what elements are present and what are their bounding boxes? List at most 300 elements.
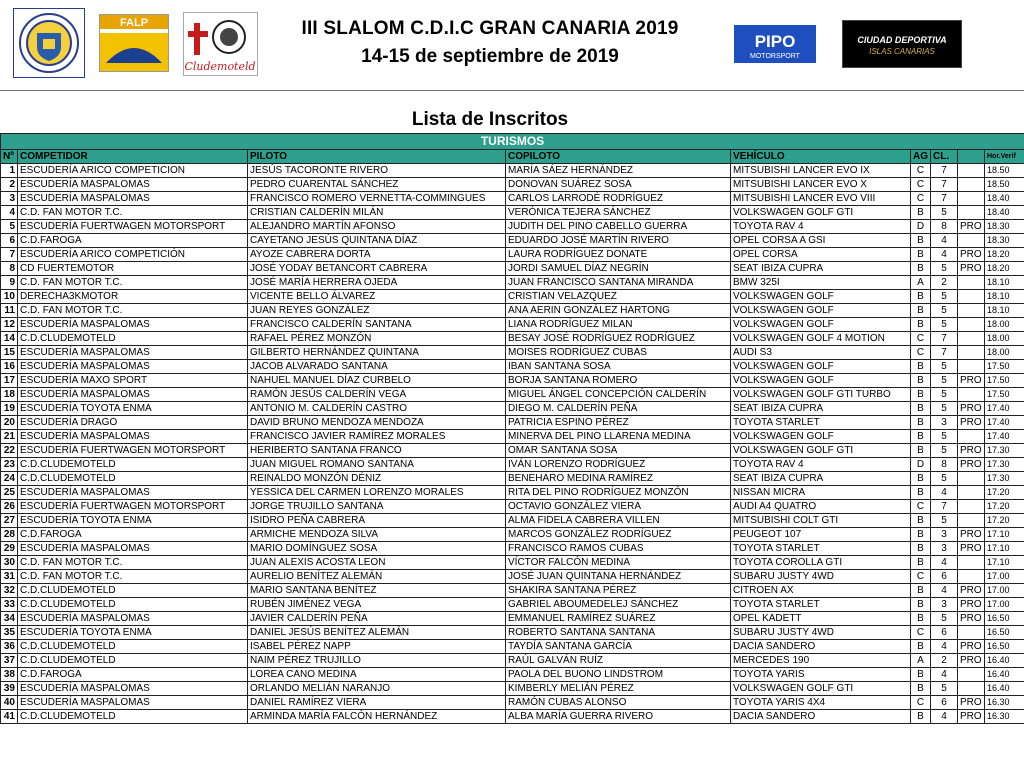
competidor-cell: C.D.CLUDEMOTELD [18,598,248,612]
table-row [1,304,1024,318]
piloto-cell: DAVID BRUNO MENDOZA MENDOZA [248,416,506,430]
copiloto-cell: ANA AERIN GONZÁLEZ HARTONG [506,304,731,318]
cl-cell: 4 [931,584,958,598]
copiloto-cell: RITA DEL PINO RODRÍGUEZ MONZÓN [506,486,731,500]
piloto-cell: AURELIO BENÍTEZ ALEMÁN [248,570,506,584]
ag-cell: C [911,696,931,710]
table-row [1,528,1024,542]
pro-cell [958,570,985,584]
copiloto-cell: LAURA RODRÍGUEZ DONATE [506,248,731,262]
competidor-cell: ESCUDERÍA MASPALOMAS [18,318,248,332]
copiloto-cell: SHAKIRA SANTANA PÉREZ [506,584,731,598]
ag-cell: C [911,626,931,640]
piloto-cell: PEDRO CUARENTAL SÁNCHEZ [248,178,506,192]
ag-cell: D [911,458,931,472]
competidor-cell: C.D.CLUDEMOTELD [18,332,248,346]
vehiculo-cell: DACIA SANDERO [731,640,911,654]
pro-cell [958,178,985,192]
piloto-cell: NAHUEL MANUEL DÍAZ CURBELO [248,374,506,388]
competidor-cell: C.D. FAN MOTOR T.C. [18,304,248,318]
piloto-cell: ISIDRO PEÑA CABRERA [248,514,506,528]
piloto-cell: CRISTIAN CALDERÍN MILÁN [248,206,506,220]
piloto-cell: ARMINDA MARÍA FALCÓN HERNÁNDEZ [248,710,506,724]
table-row [1,570,1024,584]
competidor-cell: C.D.CLUDEMOTELD [18,458,248,472]
row-number: 41 [1,710,18,724]
row-number: 35 [1,626,18,640]
piloto-cell: DANIEL JESÚS BENÍTEZ ALEMÁN [248,626,506,640]
vehiculo-cell: TOYOTA STARLET [731,598,911,612]
hora-verif-cell: 17.00 [985,584,1024,598]
ag-cell: C [911,192,931,206]
row-number: 30 [1,556,18,570]
vehiculo-cell: DACIA SANDERO [731,710,911,724]
copiloto-cell: PAOLA DEL BUONO LINDSTROM [506,668,731,682]
hora-verif-cell: 16.40 [985,668,1024,682]
table-row [1,458,1024,472]
ag-cell: B [911,472,931,486]
pro-cell: PRO [958,598,985,612]
col-header-ag: AG [911,150,931,164]
cl-cell: 4 [931,556,958,570]
competidor-cell: C.D.CLUDEMOTELD [18,710,248,724]
competidor-cell: ESCUDERÍA MASPALOMAS [18,430,248,444]
svg-text:Cludemoteld: Cludemoteld [184,60,256,73]
row-number: 29 [1,542,18,556]
competidor-cell: ESCUDERÍA MASPALOMAS [18,542,248,556]
club-crest-logo [13,8,85,78]
piloto-cell: YESSICA DEL CARMEN LORENZO MORALES [248,486,506,500]
cl-cell: 6 [931,696,958,710]
col-header-cl: CL. [931,150,958,164]
competidor-cell: ESCUDERÍA MASPALOMAS [18,192,248,206]
pro-cell [958,500,985,514]
vehiculo-cell: OPEL CORSA A GSI [731,234,911,248]
ag-cell: B [911,234,931,248]
table-row [1,430,1024,444]
cl-cell: 5 [931,360,958,374]
ag-cell: B [911,304,931,318]
cl-cell: 6 [931,626,958,640]
competidor-cell: C.D. FAN MOTOR T.C. [18,276,248,290]
cl-cell: 5 [931,262,958,276]
col-header-number: Nº [1,150,18,164]
copiloto-cell: BENEHARO MEDINA RAMÍREZ [506,472,731,486]
hora-verif-cell: 16.50 [985,626,1024,640]
ag-cell: C [911,178,931,192]
piloto-cell: ANTONIO M. CALDERÍN CASTRO [248,402,506,416]
row-number: 31 [1,570,18,584]
hora-verif-cell: 17.00 [985,598,1024,612]
hora-verif-cell: 17.40 [985,430,1024,444]
row-number: 33 [1,598,18,612]
piloto-cell: JUAN ALEXIS ACOSTA LEON [248,556,506,570]
ag-cell: B [911,640,931,654]
pro-cell: PRO [958,444,985,458]
vehiculo-cell: SEAT IBIZA CUPRA [731,402,911,416]
row-number: 5 [1,220,18,234]
cl-cell: 2 [931,276,958,290]
table-row [1,234,1024,248]
cl-cell: 5 [931,444,958,458]
table-row [1,472,1024,486]
ag-cell: B [911,612,931,626]
competidor-cell: ESCUDERÍA MASPALOMAS [18,178,248,192]
copiloto-cell: CRISTIAN VELAZQUEZ [506,290,731,304]
ag-cell: A [911,654,931,668]
table-row [1,290,1024,304]
piloto-cell: GILBERTO HERNÁNDEZ QUINTANA [248,346,506,360]
ag-cell: B [911,430,931,444]
cl-cell: 3 [931,598,958,612]
copiloto-cell: JOSÉ JUAN QUINTANA HERNÁNDEZ [506,570,731,584]
ag-cell: B [911,374,931,388]
copiloto-cell: RAÚL GALVÁN RUÍZ [506,654,731,668]
hora-verif-cell: 18.50 [985,178,1024,192]
cl-cell: 8 [931,220,958,234]
row-number: 14 [1,332,18,346]
hora-verif-cell: 17.10 [985,556,1024,570]
competidor-cell: ESCUDERÍA MASPALOMAS [18,612,248,626]
pro-cell: PRO [958,402,985,416]
hora-verif-cell: 16.30 [985,710,1024,724]
cl-cell: 5 [931,374,958,388]
competidor-cell: C.D.CLUDEMOTELD [18,654,248,668]
ag-cell: B [911,388,931,402]
piloto-cell: ORLANDO MELIÁN NARANJO [248,682,506,696]
ag-cell: B [911,598,931,612]
row-number: 27 [1,514,18,528]
ag-cell: B [911,556,931,570]
vehiculo-cell: TOYOTA COROLLA GTI [731,556,911,570]
copiloto-cell: ALMA FIDELA CABRERA VILLEN [506,514,731,528]
cl-cell: 4 [931,640,958,654]
competidor-cell: ESCUDERÍA ARICO COMPETICIÓN [18,248,248,262]
cl-cell: 5 [931,206,958,220]
copiloto-cell: MARÍA SÁEZ HERNÁNDEZ [506,164,731,178]
col-header-competidor: COMPETIDOR [18,150,248,164]
hora-verif-cell: 17.40 [985,416,1024,430]
copiloto-cell: EMMANUEL RAMÍREZ SUÁREZ [506,612,731,626]
row-number: 32 [1,584,18,598]
piloto-cell: FRANCISCO JAVIER RAMÍREZ MORALES [248,430,506,444]
piloto-cell: FRANCISCO CALDERÍN SANTANA [248,318,506,332]
hora-verif-cell: 17.00 [985,570,1024,584]
entry-list-table [0,133,1024,724]
pro-cell: PRO [958,654,985,668]
pro-cell: PRO [958,640,985,654]
competidor-cell: C.D.FAROGA [18,528,248,542]
hora-verif-cell: 16.40 [985,682,1024,696]
ag-cell: C [911,164,931,178]
cl-cell: 5 [931,472,958,486]
competidor-cell: C.D. FAN MOTOR T.C. [18,206,248,220]
row-number: 28 [1,528,18,542]
vehiculo-cell: VOLKSWAGEN GOLF 4 MOTION [731,332,911,346]
row-number: 24 [1,472,18,486]
vehiculo-cell: VOLKSWAGEN GOLF GTI [731,682,911,696]
vehiculo-cell: TOYOTA YARIS [731,668,911,682]
cl-cell: 7 [931,332,958,346]
hora-verif-cell: 18.30 [985,234,1024,248]
competidor-cell: C.D.CLUDEMOTELD [18,640,248,654]
vehiculo-cell: OPEL KADETT [731,612,911,626]
hora-verif-cell: 16.50 [985,612,1024,626]
cl-cell: 3 [931,528,958,542]
piloto-cell: JAVIER CALDERÍN PEÑA [248,612,506,626]
pro-cell [958,206,985,220]
table-row [1,486,1024,500]
hora-verif-cell: 18.50 [985,164,1024,178]
vehiculo-cell: SUBARU JUSTY 4WD [731,626,911,640]
copiloto-cell: JUAN FRANCISCO SANTANA MIRANDA [506,276,731,290]
table-row [1,178,1024,192]
pro-cell [958,234,985,248]
hora-verif-cell: 17.50 [985,360,1024,374]
pro-cell: PRO [958,262,985,276]
table-row [1,556,1024,570]
row-number: 3 [1,192,18,206]
pro-cell [958,360,985,374]
svg-text:PIPO: PIPO [754,32,796,51]
copiloto-cell: EDUARDO JOSÉ MARTÍN RIVERO [506,234,731,248]
hora-verif-cell: 18.20 [985,248,1024,262]
copiloto-cell: IBAN SANTANA SOSA [506,360,731,374]
pipo-motorsport-logo [734,25,816,63]
table-row [1,542,1024,556]
col-header-piloto: PILOTO [248,150,506,164]
table-row [1,654,1024,668]
hora-verif-cell: 17.40 [985,402,1024,416]
pro-cell [958,192,985,206]
piloto-cell: FRANCISCO ROMERO VERNETTA-COMMINGUES [248,192,506,206]
pro-cell: PRO [958,374,985,388]
ag-cell: B [911,542,931,556]
ag-cell: B [911,444,931,458]
competidor-cell: C.D.FAROGA [18,234,248,248]
piloto-cell: JUAN REYES GONZÁLEZ [248,304,506,318]
vehiculo-cell: SUBARU JUSTY 4WD [731,570,911,584]
ag-cell: D [911,220,931,234]
vehiculo-cell: MITSUBISHI LANCER EVO VIII [731,192,911,206]
event-dates: 14-15 de septiembre de 2019 [361,46,619,67]
competidor-cell: ESCUDERÍA ARICO COMPETICION [18,164,248,178]
hora-verif-cell: 16.30 [985,696,1024,710]
copiloto-cell: ALBA MARÍA GUERRA RIVERO [506,710,731,724]
pro-cell [958,388,985,402]
competidor-cell: ESCUDERÍA FUERTWAGEN MOTORSPORT [18,220,248,234]
category-header-row [1,134,1024,150]
row-number: 40 [1,696,18,710]
row-number: 39 [1,682,18,696]
pro-cell [958,276,985,290]
hora-verif-cell: 17.50 [985,374,1024,388]
copiloto-cell: MOISES RODRÍGUEZ CUBAS [506,346,731,360]
pro-cell: PRO [958,220,985,234]
row-number: 19 [1,402,18,416]
piloto-cell: JORGE TRUJILLO SANTANA [248,500,506,514]
piloto-cell: MARIO DOMÍNGUEZ SOSA [248,542,506,556]
col-header-hora-verif: Hor.Verif [985,150,1024,164]
row-number: 23 [1,458,18,472]
svg-text:ISLAS CANARIAS: ISLAS CANARIAS [869,47,935,56]
vehiculo-cell: TOYOTA STARLET [731,416,911,430]
copiloto-cell: LIANA RODRÍGUEZ MILAN [506,318,731,332]
pro-cell: PRO [958,416,985,430]
vehiculo-cell: VOLKSWAGEN GOLF [731,290,911,304]
pro-cell [958,430,985,444]
col-header-copiloto: COPILOTO [506,150,731,164]
vehiculo-cell: TOYOTA RAV 4 [731,458,911,472]
cludemoteld-logo [183,12,258,76]
cl-cell: 4 [931,234,958,248]
row-number: 18 [1,388,18,402]
ag-cell: B [911,360,931,374]
cl-cell: 3 [931,542,958,556]
hora-verif-cell: 18.00 [985,332,1024,346]
competidor-cell: ESCUDERÍA FUERTWAGEN MOTORSPORT [18,500,248,514]
table-row [1,192,1024,206]
row-number: 21 [1,430,18,444]
table-row [1,668,1024,682]
ag-cell: B [911,682,931,696]
pro-cell [958,668,985,682]
copiloto-cell: GABRIEL ABOUMEDELEJ SÁNCHEZ [506,598,731,612]
copiloto-cell: CARLOS LARRODÉ RODRÍGUEZ [506,192,731,206]
copiloto-cell: MARCOS GONZÁLEZ RODRÍGUEZ [506,528,731,542]
competidor-cell: ESCUDERÍA MAXO SPORT [18,374,248,388]
row-number: 4 [1,206,18,220]
table-row [1,318,1024,332]
row-number: 6 [1,234,18,248]
competidor-cell: C.D.CLUDEMOTELD [18,472,248,486]
row-number: 7 [1,248,18,262]
competidor-cell: C.D.FAROGA [18,668,248,682]
hora-verif-cell: 17.30 [985,458,1024,472]
row-number: 37 [1,654,18,668]
vehiculo-cell: MITSUBISHI LANCER EVO X [731,178,911,192]
header-divider [0,90,1024,91]
cl-cell: 4 [931,668,958,682]
vehiculo-cell: BMW 325I [731,276,911,290]
piloto-cell: JESÚS TACORONTE RIVERO [248,164,506,178]
table-row [1,514,1024,528]
ag-cell: B [911,262,931,276]
competidor-cell: ESCUDERÍA MASPALOMAS [18,388,248,402]
ag-cell: C [911,570,931,584]
table-row [1,612,1024,626]
cl-cell: 8 [931,458,958,472]
pro-cell: PRO [958,528,985,542]
table-row [1,710,1024,724]
competidor-cell: DERECHA3KMOTOR [18,290,248,304]
vehiculo-cell: SEAT IBIZA CUPRA [731,262,911,276]
table-row [1,500,1024,514]
copiloto-cell: DIEGO M. CALDERÍN PEÑA [506,402,731,416]
ag-cell: C [911,500,931,514]
copiloto-cell: VÍCTOR FALCÓN MEDINA [506,556,731,570]
vehiculo-cell: SEAT IBIZA CUPRA [731,472,911,486]
vehiculo-cell: MITSUBISHI COLT GTI [731,514,911,528]
competidor-cell: ESCUDERÍA TOYOTA ENMA [18,514,248,528]
row-number: 11 [1,304,18,318]
cl-cell: 5 [931,514,958,528]
copiloto-cell: JORDI SAMUEL DÍAZ NEGRÍN [506,262,731,276]
row-number: 15 [1,346,18,360]
ag-cell: B [911,248,931,262]
piloto-cell: RUBÉN JIMÉNEZ VEGA [248,598,506,612]
competidor-cell: C.D. FAN MOTOR T.C. [18,570,248,584]
vehiculo-cell: PEUGEOT 107 [731,528,911,542]
svg-text:CIUDAD DEPORTIVA: CIUDAD DEPORTIVA [857,35,947,45]
copiloto-cell: IVÁN LORENZO RODRÍGUEZ [506,458,731,472]
ag-cell: B [911,416,931,430]
pro-cell: PRO [958,710,985,724]
vehiculo-cell: AUDI S3 [731,346,911,360]
copiloto-cell: FRANCISCO RAMOS CUBAS [506,542,731,556]
copiloto-cell: RAMÓN CUBAS ALONSO [506,696,731,710]
pro-cell: PRO [958,584,985,598]
table-row [1,332,1024,346]
cl-cell: 5 [931,612,958,626]
ag-cell: B [911,514,931,528]
cl-cell: 5 [931,682,958,696]
piloto-cell: ALEJANDRO MARTÍN AFONSO [248,220,506,234]
vehiculo-cell: VOLKSWAGEN GOLF [731,360,911,374]
row-number: 20 [1,416,18,430]
vehiculo-cell: VOLKSWAGEN GOLF [731,304,911,318]
pro-cell [958,164,985,178]
svg-text:FALP: FALP [119,17,149,29]
row-number: 9 [1,276,18,290]
table-row [1,276,1024,290]
hora-verif-cell: 17.10 [985,542,1024,556]
hora-verif-cell: 18.20 [985,262,1024,276]
piloto-cell: JACOB ALVARADO SANTANA [248,360,506,374]
table-row [1,248,1024,262]
row-number: 1 [1,164,18,178]
cl-cell: 7 [931,178,958,192]
vehiculo-cell: NISSAN MICRA [731,486,911,500]
cl-cell: 3 [931,416,958,430]
piloto-cell: MARIO SANTANA BENÍTEZ [248,584,506,598]
vehiculo-cell: TOYOTA STARLET [731,542,911,556]
cl-cell: 5 [931,402,958,416]
table-row [1,416,1024,430]
ag-cell: B [911,290,931,304]
cl-cell: 5 [931,318,958,332]
pro-cell [958,318,985,332]
row-number: 10 [1,290,18,304]
pro-cell: PRO [958,458,985,472]
row-number: 8 [1,262,18,276]
row-number: 22 [1,444,18,458]
hora-verif-cell: 18.30 [985,220,1024,234]
pro-cell: PRO [958,542,985,556]
vehiculo-cell: TOYOTA YARIS 4X4 [731,696,911,710]
ag-cell: C [911,332,931,346]
row-number: 16 [1,360,18,374]
copiloto-cell: BESAY JOSÉ RODRÍGUEZ RODRÍGUEZ [506,332,731,346]
table-row [1,696,1024,710]
cl-cell: 4 [931,710,958,724]
piloto-cell: JOSÉ YODAY BETANCORT CABRERA [248,262,506,276]
cl-cell: 7 [931,346,958,360]
competidor-cell: C.D. FAN MOTOR T.C. [18,556,248,570]
piloto-cell: NAIM PÉREZ TRUJILLO [248,654,506,668]
vehiculo-cell: VOLKSWAGEN GOLF GTI [731,206,911,220]
competidor-cell: ESCUDERÍA MASPALOMAS [18,682,248,696]
